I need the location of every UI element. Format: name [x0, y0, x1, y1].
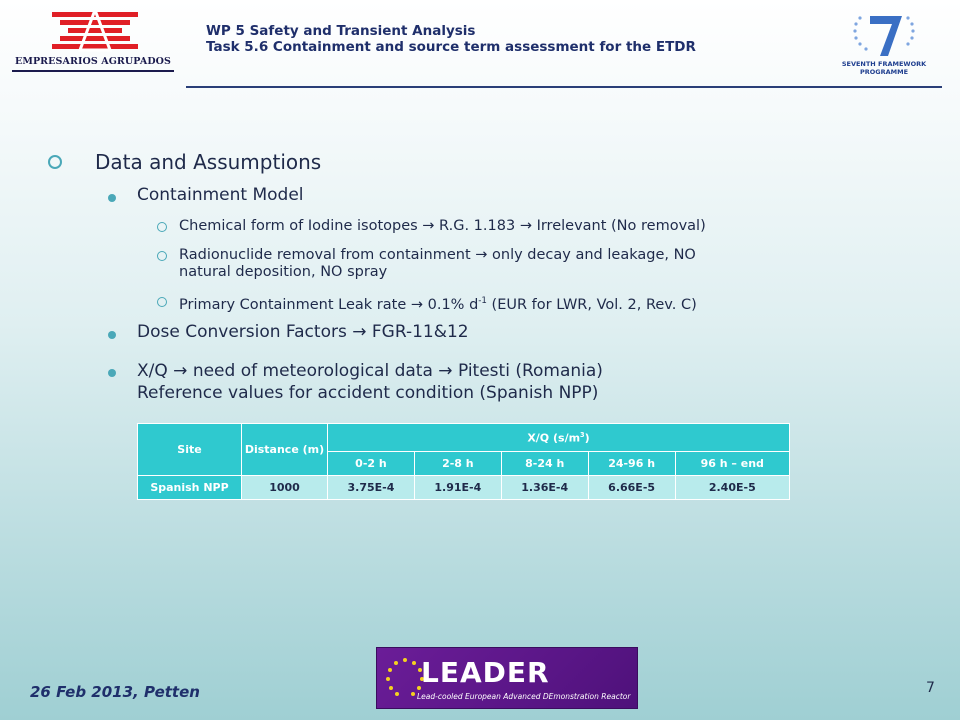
containment-item-leakrate: Primary Containment Leak rate → 0.1% $d^{-1}$ (EUR for LWR, Vol. 2, Rev. C) — [179, 296, 697, 313]
header-title-line1: WP 5 Safety and Transient Analysis — [206, 23, 476, 39]
table-cell-value: 1.91E-4 — [414, 476, 501, 500]
ea-logo-text: EMPRESARIOS AGRUPADOS — [14, 56, 171, 67]
header-title-line2: Task 5.6 Containment and source term assessment for the ETDR — [206, 39, 696, 55]
ea-logo-icon — [52, 10, 138, 54]
arrow-right-icon: → — [438, 361, 453, 381]
xq-table — [137, 423, 790, 500]
ea-logo-underline — [12, 70, 174, 72]
table-cell-site: Spanish NPP — [138, 476, 242, 500]
bullet-dot-icon — [108, 194, 116, 202]
table-cell-value: 2.40E-5 — [675, 476, 789, 500]
bullet-ring-icon — [48, 155, 62, 169]
arrow-right-icon: → — [475, 247, 488, 263]
fp7-logo-icon — [836, 10, 932, 60]
xq-bullet: X/Q → need of meteorological data → Pitesti (Romania) Reference values for accident condition (Spanish NPP) — [137, 361, 603, 403]
table-header-xq: X/Q $(s/m^3)$ — [328, 424, 790, 452]
table-header-distance: Distance (m) — [242, 424, 328, 476]
leader-subtitle: Lead-cooled European Advanced DEmonstration Reactor — [417, 692, 631, 701]
table-header-time: 2-8 h — [414, 452, 501, 476]
table-header-site: Site — [138, 424, 242, 476]
table-cell-distance: 1000 — [242, 476, 328, 500]
footer-date: 26 Feb 2013, Petten — [30, 683, 200, 701]
table-header-time: 96 h – end — [675, 452, 789, 476]
header-title — [206, 23, 696, 55]
section-heading: Data and Assumptions — [95, 150, 322, 174]
arrow-right-icon: → — [410, 296, 424, 313]
empresarios-agrupados-logo — [12, 10, 174, 72]
bullet-dot-icon — [108, 369, 116, 377]
table-header-time: 0-2 h — [328, 452, 415, 476]
leader-logo — [376, 647, 638, 709]
leader-title: LEADER — [421, 656, 550, 689]
bullet-dot-icon — [108, 331, 116, 339]
seventh-framework-logo — [836, 10, 932, 84]
containment-model-label: Containment Model — [137, 185, 304, 205]
page-number: 7 — [926, 680, 935, 696]
table-cell-value: 1.36E-4 — [501, 476, 588, 500]
arrow-right-icon: → — [519, 218, 532, 234]
arrow-right-icon: → — [422, 218, 435, 234]
fp7-logo-text: SEVENTH FRAMEWORK PROGRAMME — [841, 60, 927, 76]
table-cell-value: 6.66E-5 — [588, 476, 675, 500]
arrow-right-icon: → — [173, 361, 188, 381]
table-cell-value: 3.75E-4 — [328, 476, 415, 500]
containment-item-removal: Radionuclide removal from containment → only decay and leakage, NO natural deposition, NO spray — [179, 247, 696, 280]
header-divider — [186, 86, 942, 88]
table-row — [138, 476, 790, 500]
containment-item-iodine: Chemical form of Iodine isotopes → R.G. 1.183 → Irrelevant (No removal) — [179, 218, 706, 234]
table-header-time: 24-96 h — [588, 452, 675, 476]
arrow-right-icon: → — [352, 322, 367, 342]
bullet-circle-icon — [157, 297, 167, 307]
slide-header — [0, 0, 960, 90]
dose-conversion-factors: Dose Conversion Factors → FGR-11&12 — [137, 322, 469, 342]
bullet-circle-icon — [157, 251, 167, 261]
bullet-circle-icon — [157, 222, 167, 232]
table-header-time: 8-24 h — [501, 452, 588, 476]
